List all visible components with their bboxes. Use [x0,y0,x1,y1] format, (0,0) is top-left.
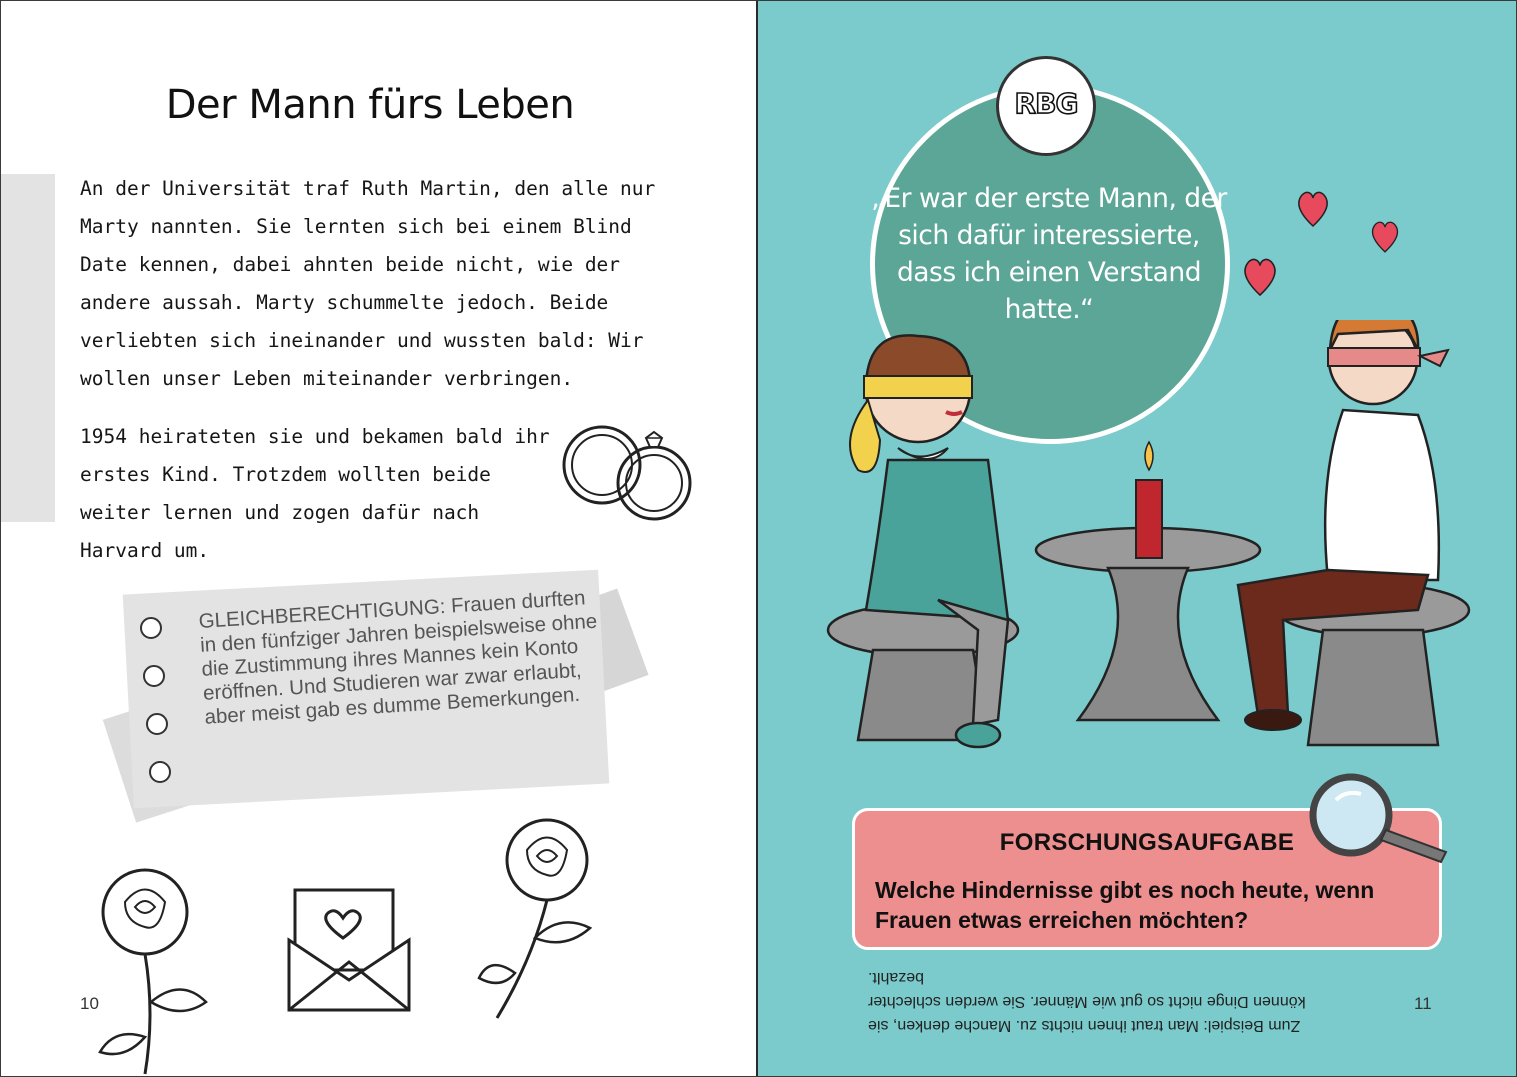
note-hole [143,665,165,687]
heart-icon [1370,216,1400,256]
page-number: 11 [1414,994,1432,1013]
page-number: 10 [80,994,99,1013]
rbg-badge [996,56,1096,156]
magnifier-icon [1306,770,1456,865]
task-heading: FORSCHUNGSAUFGABE [999,829,1295,856]
grey-side-bar [0,174,55,522]
heart-icon [1242,252,1278,300]
story-paragraph-2: 1954 heirateten sie und bekamen bald ihr erstes Kind. Trotzdem wollten beide weiter lernen und zogen dafür nach Harvard um. [80,425,550,562]
note-hole [140,617,162,639]
note-hole [149,761,171,783]
candle-icon [1136,442,1162,558]
quote-text: „Er war der erste Mann, der sich dafür interessierte, dass ich einen Verstand hatte.“ [871,183,1227,325]
left-page [0,0,758,1077]
story-paragraph-1: An der Universität traf Ruth Martin, den alle nur Marty nannten. Sie lernten sich bei einem Blind Date kennen, dabei ahnten beide nicht, wie der andere aussah. Marty schummelte jedoch. Beide verliebten sich ineinander und wussten bald: Wir wollen unser Leben miteinander verbringen. [80,177,656,390]
heart-icon [1296,188,1330,228]
right-page [758,0,1517,1077]
note-hole [146,713,168,735]
blind-date-illustration [818,320,1478,760]
love-letter-icon [285,880,415,1020]
page-title: Der Mann fürs Leben [165,82,575,128]
badge-label: RBG [1014,87,1078,120]
rose-icon [85,862,225,1077]
upside-down-answer: Zum Beispiel: Man traut ihnen nichts zu. Manche denken, sie können Dinge nicht so gut wie Männer. Sie werden schlechter bezahlt. [868,969,1306,1034]
rose-icon [475,808,615,1023]
note-text: GLEICHBERECHTIGUNG: Frauen durften in den fünfziger Jahren beispielsweise ohne die Zustimmung ihres Mannes kein Konto eröffnen. Und Studieren war zwar erlaubt, aber meist gab es dumme Bemerkungen. [198,586,598,729]
task-question: Welche Hindernisse gibt es noch heute, wenn Frauen etwas erreichen möchten? [875,877,1375,933]
wedding-rings-icon [558,420,698,530]
